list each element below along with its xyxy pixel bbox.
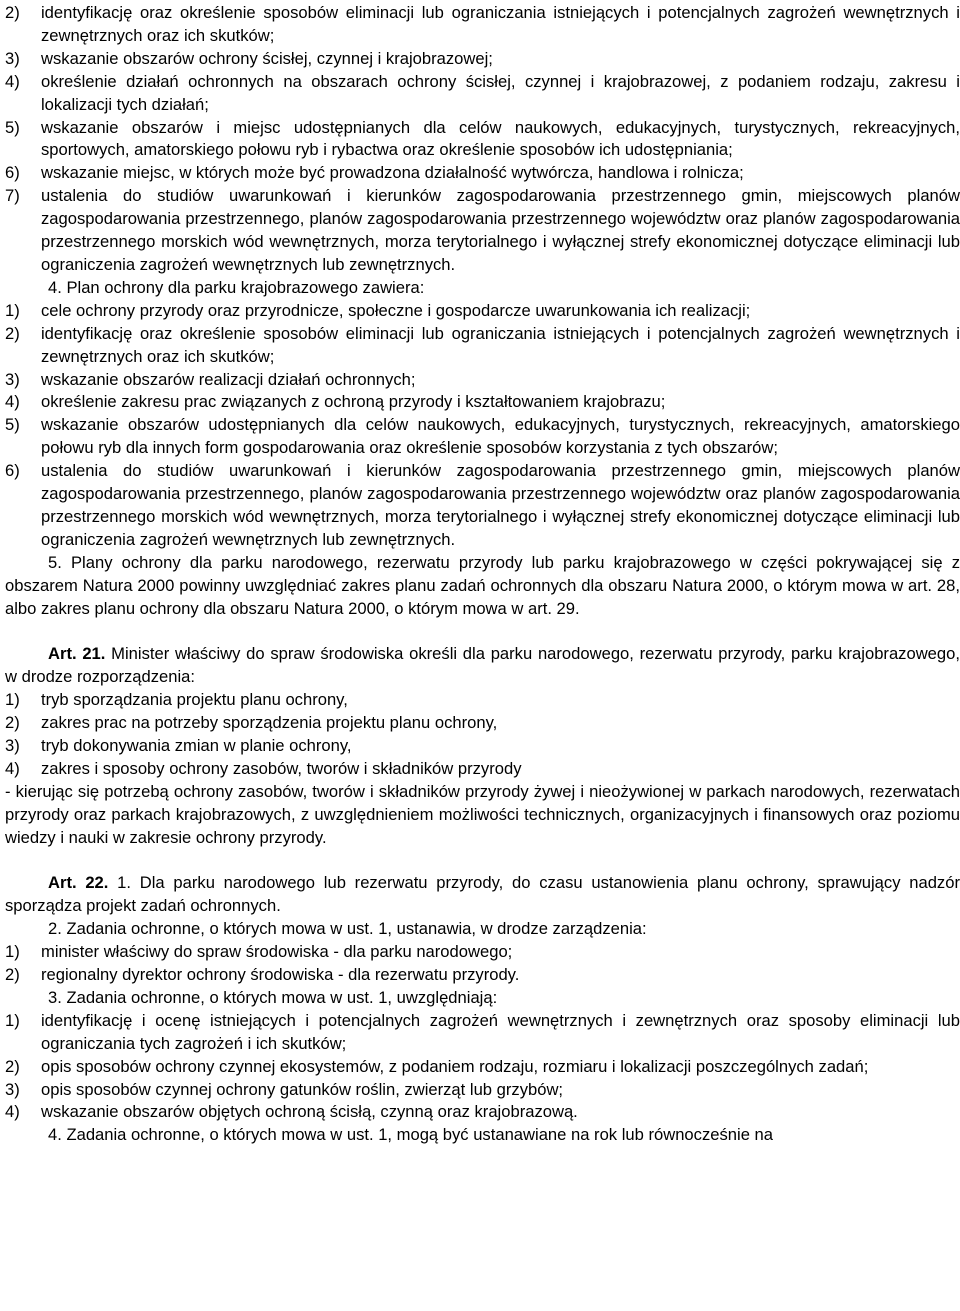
item-text: identyfikację oraz określenie sposobów eliminacji lub ograniczania istniejących i potencjalnych zagrożeń wewnętrznych i zewnętrznych oraz ich skutków;: [41, 323, 960, 366]
list-item: [5, 2, 960, 48]
item-number: 3): [5, 1079, 20, 1099]
item-number: 1): [5, 690, 20, 710]
item-text: wskazanie miejsc, w których może być prowadzona działalność wytwórcza, handlowa i rolnicza;: [41, 163, 744, 183]
item-text: zakres prac na potrzeby sporządzenia projektu planu ochrony,: [41, 713, 498, 733]
document-page: [5, 2, 960, 1147]
item-text: cele ochrony przyrody oraz przyrodnicze, społeczne i gospodarcze uwarunkowania ich realizacji;: [41, 300, 751, 320]
item-text: ustalenia do studiów uwarunkowań i kierunków zagospodarowania przestrzennego gmin, miejscowych planów zagospodarowania przestrzennego, planów zagospodarowania przestrzennego województw oraz planów zagospodarowania przestrzennego morskich wód wewnętrznych, morza terytorialnego i wyłącznej strefy ekonomicznej dotyczące eliminacji lub ograniczenia zagrożeń wewnętrznych lub zewnętrznych.: [41, 461, 960, 549]
list-item: [5, 941, 960, 964]
list-item: [5, 1010, 960, 1056]
item-text: minister właściwy do spraw środowiska - dla parku narodowego;: [41, 942, 513, 962]
item-text: wskazanie obszarów objętych ochroną ścisłą, czynną oraz krajobrazową.: [41, 1102, 578, 1122]
article-22-paragraph-2: 2. Zadania ochronne, o których mowa w ust. 1, ustanawia, w drodze zarządzenia:: [48, 919, 647, 939]
item-number: 4): [5, 1102, 20, 1122]
item-number: 5): [5, 117, 20, 137]
section-4-list: [5, 300, 960, 552]
item-text: zakres i sposoby ochrony zasobów, tworów i składników przyrody: [41, 758, 522, 778]
item-number: 2): [5, 323, 20, 343]
list-item: [5, 117, 960, 163]
list-item: [5, 735, 960, 758]
article-21-heading: Art. 21.: [48, 644, 106, 664]
list-item: [5, 71, 960, 117]
article-21-closing: - kierując się potrzebą ochrony zasobów, tworów i składników przyrody żywej i nieożywionej w parkach narodowych, rezerwatach przyrody oraz parkach krajobrazowych, z uwzględnieniem możliwości technicznych, organizacyjnych i finansowych oraz poziomu wiedzy i nauki w zakresie ochrony przyrody.: [5, 781, 960, 847]
item-text: opis sposobów czynnej ochrony gatunków roślin, zwierząt lub grzybów;: [41, 1079, 564, 1099]
item-text: wskazanie obszarów udostępnianych dla celów naukowych, edukacyjnych, turystycznych, rekreacyjnych, amatorskiego połowu ryb dla innych form gospodarowania oraz określenie sposobów korzystania z tych obszarów;: [41, 415, 960, 458]
list-item: [5, 162, 960, 185]
block1-list: [5, 2, 960, 277]
item-number: 2): [5, 713, 20, 733]
item-number: 1): [5, 1010, 20, 1030]
item-number: 4): [5, 758, 20, 778]
item-number: 2): [5, 965, 20, 985]
spacer: [5, 620, 960, 643]
list-item: [5, 369, 960, 392]
list-item: [5, 1056, 960, 1079]
article-21-list: [5, 689, 960, 781]
item-text: wskazanie obszarów ochrony ścisłej, czynnej i krajobrazowej;: [41, 48, 493, 68]
article-21-intro: [5, 643, 960, 689]
list-item: [5, 414, 960, 460]
item-text: wskazanie obszarów i miejsc udostępnianych dla celów naukowych, edukacyjnych, turystycznych, rekreacyjnych, sportowych, amatorskiego połowu ryb i rybactwa oraz określenie sposobów ich udostępniania;: [41, 117, 960, 160]
article-22-p2-list: [5, 941, 960, 987]
section-4-intro: 4. Plan ochrony dla parku krajobrazowego zawiera:: [48, 277, 425, 297]
list-item: [5, 758, 960, 781]
item-text: określenie działań ochronnych na obszarach ochrony ścisłej, czynnej i krajobrazowej, z podaniem rodzaju, zakresu i lokalizacji tych działań;: [41, 71, 960, 114]
article-22-paragraph-1: [5, 872, 960, 918]
list-item: [5, 391, 960, 414]
item-text: identyfikację oraz określenie sposobów eliminacji lub ograniczania istniejących i potencjalnych zagrożeń wewnętrznych i zewnętrznych oraz ich skutków;: [41, 3, 960, 45]
item-number: 7): [5, 186, 20, 206]
item-text: wskazanie obszarów realizacji działań ochronnych;: [41, 369, 416, 389]
item-number: 5): [5, 415, 20, 435]
item-text: ustalenia do studiów uwarunkowań i kierunków zagospodarowania przestrzennego gmin, miejscowych planów zagospodarowania przestrzennego, planów zagospodarowania przestrzennego województw oraz planów zagospodarowania przestrzennego morskich wód wewnętrznych, morza terytorialnego i wyłącznej strefy ekonomicznej dotyczące eliminacji lub ograniczenia zagrożeń wewnętrznych lub zewnętrznych.: [41, 186, 960, 274]
item-text: identyfikację i ocenę istniejących i potencjalnych zagrożeń wewnętrznych i zewnętrznych oraz sposoby eliminacji lub ograniczania tych zagrożeń i ich skutków;: [41, 1010, 960, 1053]
item-text: tryb sporządzania projektu planu ochrony,: [41, 690, 348, 710]
article-22-p3-list: [5, 1010, 960, 1125]
item-number: 2): [5, 3, 20, 22]
article-22-paragraph-3: 3. Zadania ochronne, o których mowa w ust. 1, uwzględniają:: [48, 987, 498, 1007]
item-text: regionalny dyrektor ochrony środowiska - dla rezerwatu przyrody.: [41, 965, 520, 985]
item-number: 4): [5, 392, 20, 412]
article-22-heading: Art. 22.: [48, 873, 109, 893]
list-item: [5, 1079, 960, 1102]
item-text: opis sposobów ochrony czynnej ekosystemów, z podaniem rodzaju, rozmiaru i lokalizacji poszczególnych zadań;: [41, 1056, 869, 1076]
list-item: [5, 460, 960, 552]
spacer: [5, 850, 960, 873]
item-number: 3): [5, 48, 20, 68]
list-item: [5, 1101, 960, 1124]
list-item: [5, 712, 960, 735]
article-22-paragraph-4: 4. Zadania ochronne, o których mowa w ust. 1, mogą być ustanawiane na rok lub równocześnie na: [48, 1125, 773, 1145]
item-number: 1): [5, 300, 20, 320]
article-22-p1-text: 1. Dla parku narodowego lub rezerwatu przyrody, do czasu ustanowienia planu ochrony, sprawujący nadzór sporządza projekt zadań ochronnych.: [5, 873, 960, 916]
section-5-paragraph: 5. Plany ochrony dla parku narodowego, rezerwatu przyrody lub parku krajobrazowego w części pokrywającej się z obszarem Natura 2000 powinny uwzględniać zakres planu zadań ochronnych dla obszaru Natura 2000, o którym mowa w art. 28, albo zakres planu ochrony dla obszaru Natura 2000, o którym mowa w art. 29.: [5, 552, 960, 618]
item-number: 6): [5, 163, 20, 183]
list-item: [5, 689, 960, 712]
list-item: [5, 323, 960, 369]
item-number: 4): [5, 71, 20, 91]
item-text: tryb dokonywania zmian w planie ochrony,: [41, 735, 352, 755]
list-item: [5, 48, 960, 71]
item-number: 2): [5, 1056, 20, 1076]
list-item: [5, 300, 960, 323]
article-21-intro-text: Minister właściwy do spraw środowiska określi dla parku narodowego, rezerwatu przyrody, parku krajobrazowego, w drodze rozporządzenia:: [5, 644, 960, 687]
item-number: 1): [5, 942, 20, 962]
item-number: 3): [5, 735, 20, 755]
item-number: 3): [5, 369, 20, 389]
list-item: [5, 964, 960, 987]
item-text: określenie zakresu prac związanych z ochroną przyrody i kształtowaniem krajobrazu;: [41, 392, 666, 412]
item-number: 6): [5, 461, 20, 481]
list-item: [5, 185, 960, 277]
